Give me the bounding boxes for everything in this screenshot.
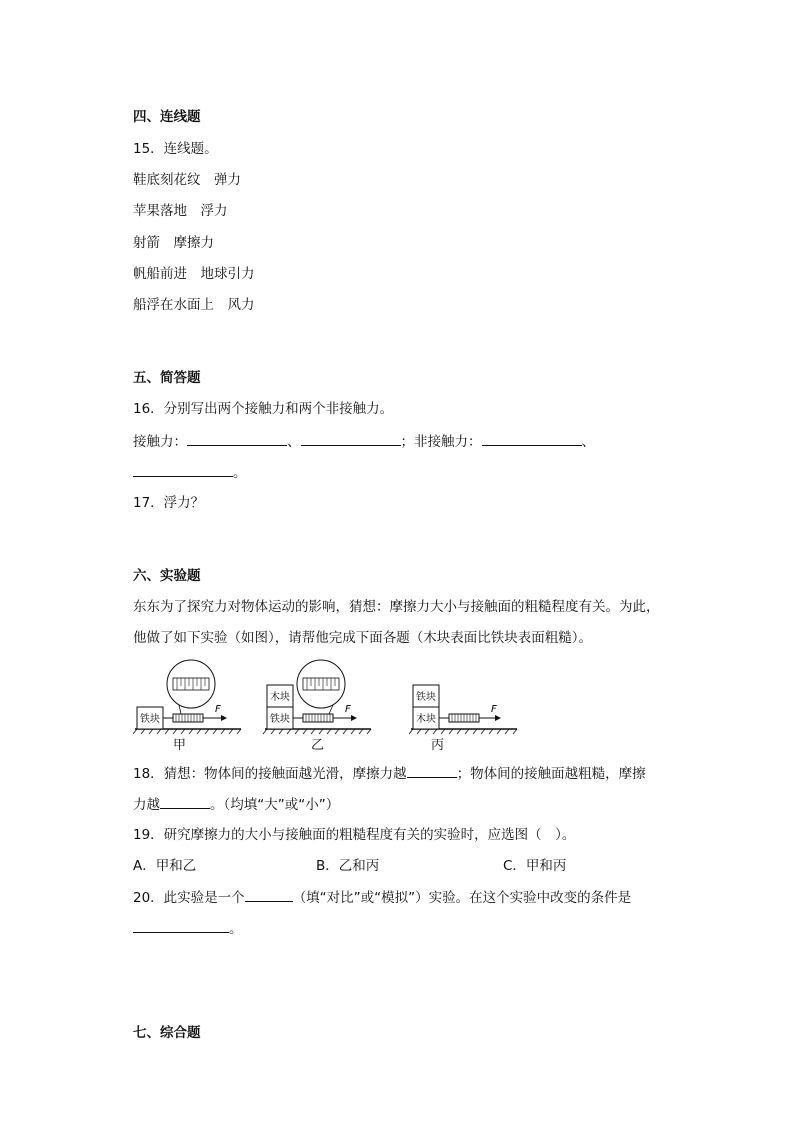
answer-blank[interactable] xyxy=(407,763,457,778)
non-contact-force-label: ；非接触力： xyxy=(400,434,482,450)
matching-right-item: 浮力 xyxy=(200,203,228,219)
matching-right-item: 地球引力 xyxy=(200,266,255,282)
wood-block-label: 木块 xyxy=(416,714,436,725)
answer-blank[interactable] xyxy=(133,462,233,477)
matching-right-item: 风力 xyxy=(227,297,255,313)
experiment-figure xyxy=(133,656,523,751)
matching-row xyxy=(133,264,255,284)
question-19: 19．研究摩擦力的大小与接触面的粗糙程度有关的实验时，应选图（ ）。 xyxy=(133,827,576,843)
answer-blank[interactable] xyxy=(133,918,229,933)
iron-block-label: 铁块 xyxy=(270,714,290,725)
option-c[interactable]: C．甲和丙 xyxy=(503,858,567,874)
section-6-title: 六、实验题 xyxy=(133,568,201,584)
question-18-text-line2: 力越 xyxy=(133,797,160,813)
question-20-line-2 xyxy=(133,918,243,939)
answer-blank[interactable] xyxy=(301,431,401,446)
sentence-end: 。 xyxy=(233,465,247,481)
setup-jia xyxy=(133,660,241,734)
setup-bing xyxy=(409,685,517,734)
setup-yi xyxy=(263,660,371,734)
question-18-line-1 xyxy=(133,763,646,784)
force-label: F xyxy=(215,704,221,715)
matching-left-item: 鞋底刻花纹 xyxy=(133,172,201,188)
caption-yi: 乙 xyxy=(311,738,325,753)
matching-row xyxy=(133,233,214,253)
option-a[interactable]: A．甲和乙 xyxy=(133,858,197,874)
answer-blank[interactable] xyxy=(245,887,293,902)
matching-row xyxy=(133,295,255,315)
question-20-text-cont: （填“对比”或“模拟”）实验。在这个实验中改变的条件是 xyxy=(292,890,632,906)
section-4-title: 四、连线题 xyxy=(133,109,201,125)
question-15: 15．连线题。 xyxy=(133,141,218,157)
question-16-answer-line xyxy=(133,431,595,452)
contact-force-label: 接触力： xyxy=(133,434,187,450)
question-16-answer-line-2 xyxy=(133,462,247,483)
question-18-text: 18．猜想：物体间的接触面越光滑，摩擦力越 xyxy=(133,766,407,782)
sentence-end: 。 xyxy=(229,921,243,937)
question-17: 17．浮力？ xyxy=(133,495,205,511)
question-20-line-1 xyxy=(133,887,631,908)
matching-left-item: 苹果落地 xyxy=(133,203,187,219)
matching-left-item: 射箭 xyxy=(133,235,160,251)
matching-left-item: 船浮在水面上 xyxy=(133,297,214,313)
question-18-line-2 xyxy=(133,794,339,815)
iron-block-label: 铁块 xyxy=(416,692,436,703)
answer-blank[interactable] xyxy=(482,431,582,446)
section-5-title: 五、简答题 xyxy=(133,370,201,386)
answer-blank[interactable] xyxy=(160,794,210,809)
answer-blank[interactable] xyxy=(187,431,287,446)
force-label: F xyxy=(491,704,497,715)
matching-row xyxy=(133,201,228,221)
experiment-intro-line-2: 他做了如下实验（如图），请帮他完成下面各题（木块表面比铁块表面粗糙）。 xyxy=(133,630,592,646)
force-label: F xyxy=(345,704,351,715)
wood-block-label: 木块 xyxy=(270,692,290,703)
iron-block-label: 铁块 xyxy=(140,714,160,725)
section-7-title: 七、综合题 xyxy=(133,1025,201,1041)
separator: 、 xyxy=(581,434,595,450)
matching-right-item: 摩擦力 xyxy=(173,235,214,251)
matching-row xyxy=(133,170,241,190)
experiment-diagram xyxy=(133,656,523,736)
experiment-intro-line-1: 东东为了探究力对物体运动的影响，猜想：摩擦力大小与接触面的粗糙程度有关。为此， xyxy=(133,599,660,615)
question-18-text-cont: ；物体间的接触面越粗糙，摩擦 xyxy=(456,766,646,782)
separator: 、 xyxy=(287,434,301,450)
question-18-hint: 。（均填“大”或“小”） xyxy=(210,797,340,813)
matching-right-item: 弹力 xyxy=(214,172,241,188)
matching-left-item: 帆船前进 xyxy=(133,266,187,282)
question-16: 16．分别写出两个接触力和两个非接触力。 xyxy=(133,401,394,417)
question-20-text: 20．此实验是一个 xyxy=(133,890,245,906)
caption-bing: 丙 xyxy=(431,738,445,753)
caption-jia: 甲 xyxy=(173,738,187,753)
option-b[interactable]: B．乙和丙 xyxy=(316,858,380,874)
